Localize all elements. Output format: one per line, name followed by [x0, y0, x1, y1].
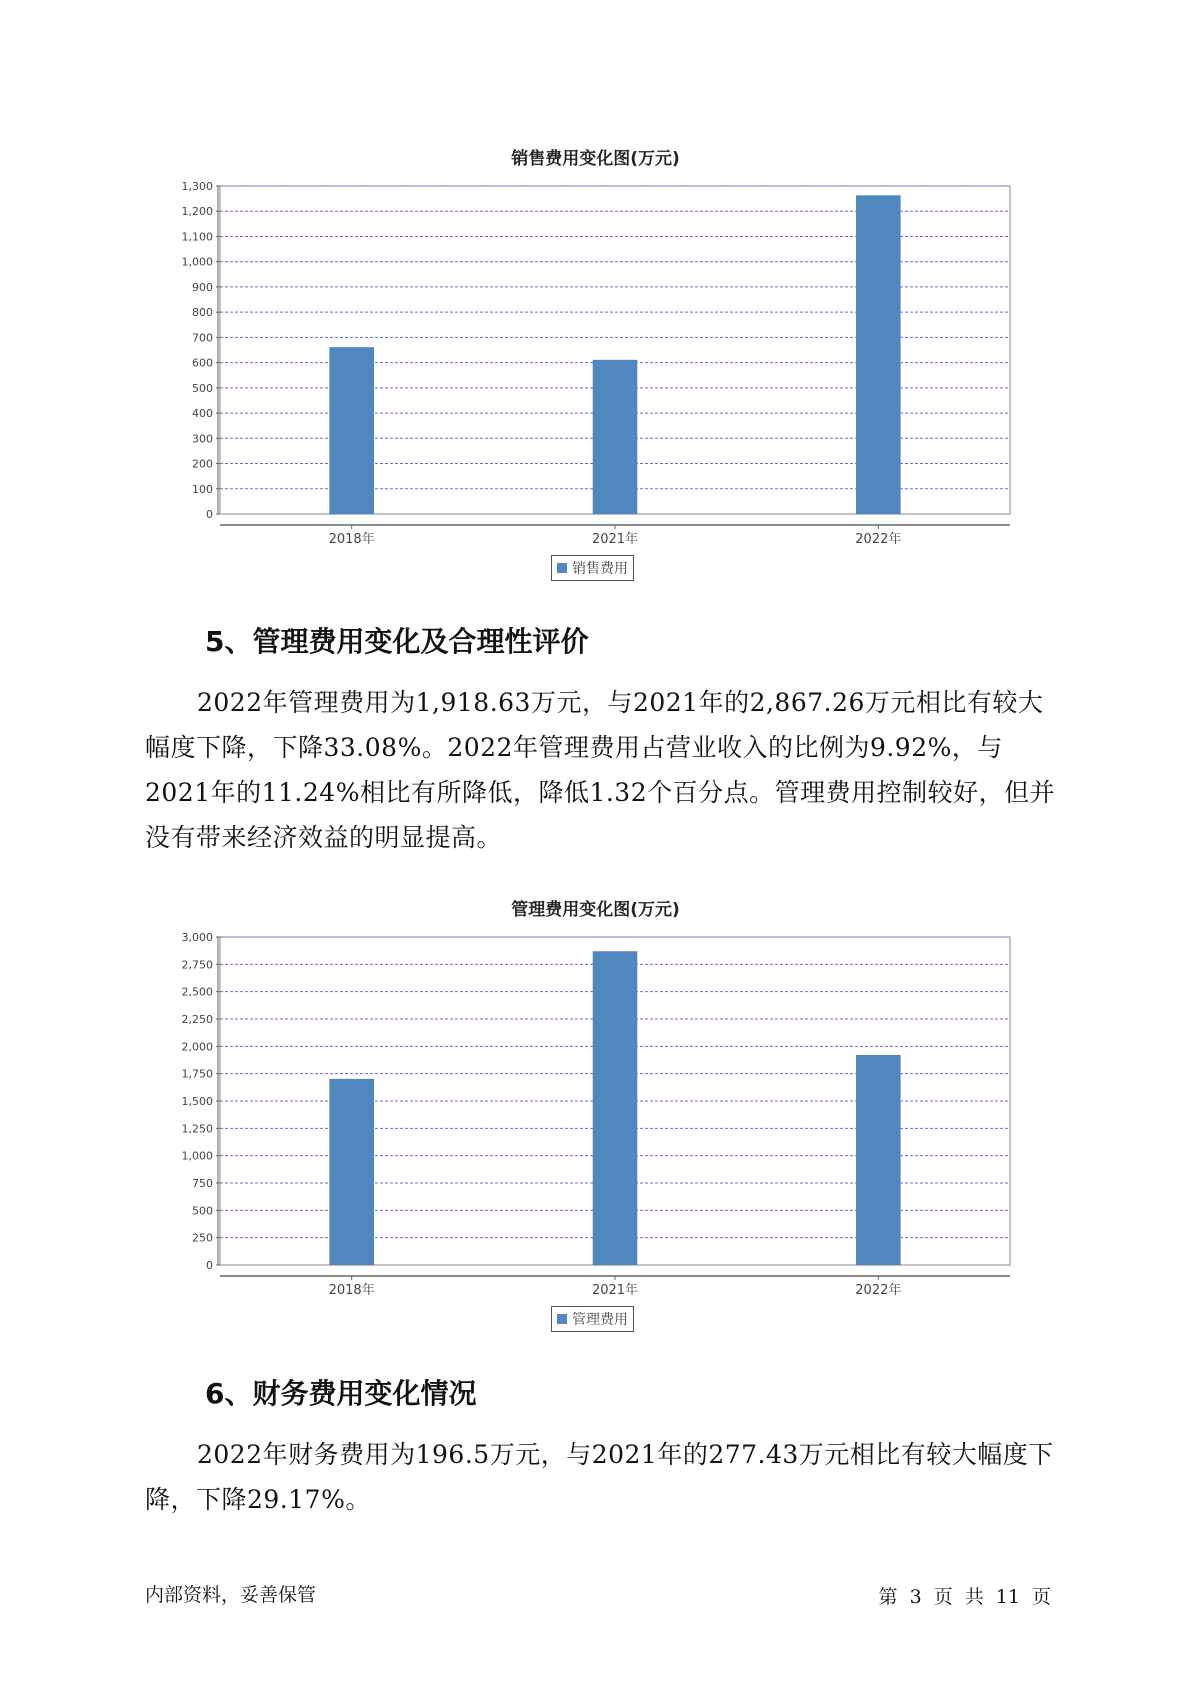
- legend-label: 管理费用: [572, 1312, 628, 1328]
- y-tick-label: 600: [192, 356, 213, 370]
- y-tick-label: 2,000: [181, 1040, 213, 1054]
- y-tick-label: 1,750: [181, 1067, 213, 1081]
- footer-page-number: 第 3 页 共 11 页: [878, 1586, 1051, 1608]
- y-tick-label: 100: [192, 482, 213, 496]
- y-tick-label: 800: [192, 306, 213, 320]
- x-tick-label: 2021年: [591, 1283, 639, 1298]
- y-tick-label: 1,100: [181, 230, 213, 244]
- y-tick-label: 500: [192, 381, 213, 395]
- y-tick-label: 1,300: [181, 180, 213, 193]
- chart-title: 销售费用变化图(万元): [511, 149, 680, 169]
- chart-plot: [0, 921, 1191, 1341]
- y-tick-label: 900: [192, 280, 213, 294]
- y-tick-label: 2,250: [181, 1013, 213, 1026]
- x-tick-label: 2022年: [855, 532, 902, 547]
- footer-confidential: 内部资料，妥善保管: [145, 1584, 317, 1606]
- y-tick-label: 2,500: [181, 985, 213, 999]
- legend-swatch: [557, 563, 567, 573]
- bar: [330, 347, 374, 514]
- section5-paragraph: [145, 680, 1060, 860]
- chart-plot: [0, 170, 1191, 590]
- chart-legend: [551, 1306, 634, 1332]
- legend-label: 销售费用: [572, 561, 628, 577]
- y-tick-label: 300: [192, 432, 213, 446]
- x-tick-label: 2022年: [855, 1283, 902, 1298]
- x-tick-label: 2018年: [328, 1283, 375, 1298]
- y-tick-label: 3,000: [181, 931, 213, 944]
- legend-swatch: [557, 1314, 567, 1324]
- x-tick-label: 2021年: [591, 532, 639, 547]
- y-tick-label: 1,200: [181, 205, 213, 219]
- section6-text: 2022年财务费用为196.5万元，与2021年的277.43万元相比有较大幅度下降，下降29.17%。: [145, 1440, 1054, 1514]
- y-tick-label: 700: [192, 331, 213, 345]
- y-tick-label: 2,750: [181, 958, 213, 972]
- y-tick-label: 0: [206, 1259, 213, 1272]
- y-tick-label: 250: [192, 1231, 213, 1245]
- section6-heading: 6、财务费用变化情况: [205, 1377, 477, 1410]
- section5-text: 2022年管理费用为1,918.63万元，与2021年的2,867.26万元相比有较大幅度下降，下降33.08%。2022年管理费用占营业收入的比例为9.92%，与2021年的11.24%相比有所降低，降低1.32个百分点。管理费用控制较好，但并没有带来经济效益的明显提高。: [145, 688, 1056, 852]
- bar: [330, 1079, 374, 1265]
- bar: [856, 196, 900, 514]
- chart-legend: [551, 555, 634, 581]
- y-tick-label: 1,500: [181, 1095, 213, 1108]
- y-tick-label: 400: [192, 407, 213, 421]
- y-tick-label: 500: [192, 1204, 213, 1218]
- bar: [593, 360, 637, 514]
- x-tick-label: 2018年: [328, 532, 375, 547]
- section5-heading: 5、管理费用变化及合理性评价: [205, 625, 589, 658]
- y-tick-label: 200: [192, 457, 213, 471]
- y-tick-label: 1,250: [181, 1122, 213, 1136]
- y-tick-label: 0: [206, 508, 213, 521]
- y-tick-label: 1,000: [181, 1149, 213, 1163]
- y-tick-label: 750: [192, 1177, 213, 1190]
- section6-paragraph: [145, 1432, 1060, 1522]
- bar: [856, 1055, 900, 1265]
- bar: [593, 952, 637, 1265]
- chart-title: 管理费用变化图(万元): [511, 900, 680, 920]
- y-tick-label: 1,000: [181, 255, 213, 269]
